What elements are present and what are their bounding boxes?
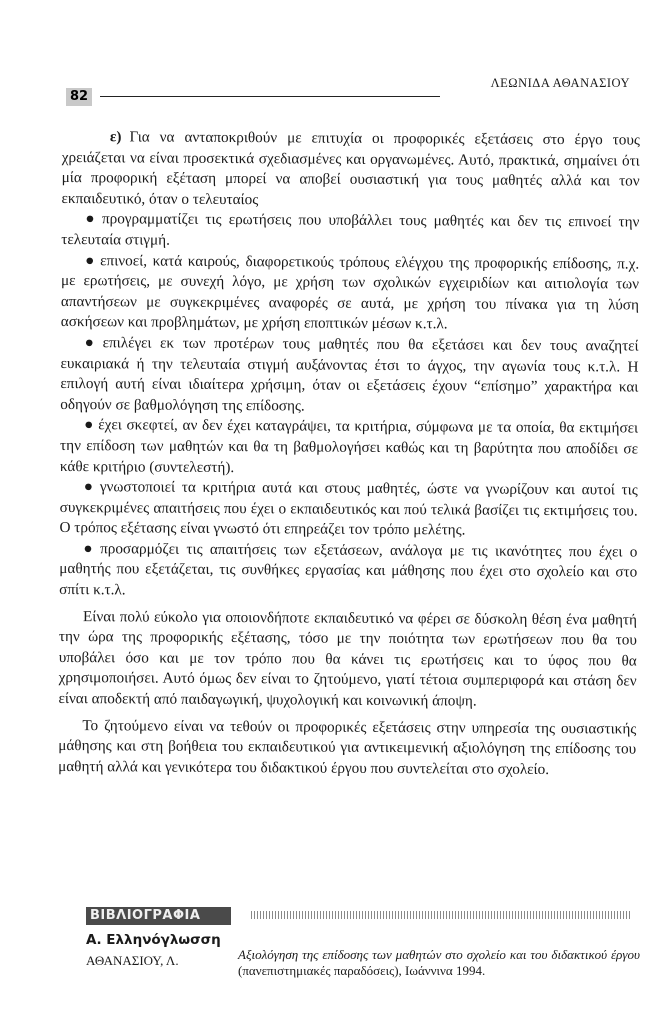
list-item [60, 415, 638, 480]
bullet-icon: ● [85, 251, 97, 269]
bibliography-heading-band [86, 907, 641, 925]
list-item-text: επινοεί, κατά καιρούς, διαφορετικούς τρόπους ελέγχου της προφορικής επίδοσης, π.χ. με ερωτήσεις, με συνεχή λόγο, με χρήση των σχολικών εγχειριδίων και αιτιολογία των απαντήσεων με συγκεκριμένες αναφορές σε αυτά, με χρήση του πίνακα για τη λύση ασκήσεων και προβλημάτων, με χρήση εποπτικών μέσων κ.τ.λ. [60, 251, 640, 333]
reference-details: (πανεπιστημιακές παραδόσεις), Ιωάννινα 1994. [238, 963, 486, 978]
item-label: ε) [109, 128, 122, 146]
bullet-icon: ● [85, 210, 99, 228]
bibliography-section-title: Α. Ελληνόγλωσση [86, 932, 221, 948]
page-number: 82 [66, 88, 92, 106]
intro-paragraph [61, 127, 639, 213]
body-paragraph: Είναι πολύ εύκολο για οποιονδήποτε εκπαιδευτικό να φέρει σε δύσκολη θέση ένα μαθητή την ώρα της προφορικής εξέτασης, τόσο με την ποιότητα των ερωτήσεων που θα του υποβάλει όσο και με τον τρόπο που θα κάνει τις ερωτήσεις και το ύφος που θα χρησιμοποιήσει. Αυτό όμως δεν είναι το ζητούμενο, γιατί τέτοια συμπεριφορά και στάση δεν είναι αποδεκτή από παιδαγωγική, ψυχολογική και κοινωνική άποψη. [58, 607, 638, 710]
list-item-text: προγραμματίζει τις ερωτήσεις που υποβάλλει τους μαθητές και δεν τις επινοεί την τελευταία στιγμή. [61, 210, 640, 249]
list-item-text: έχει σκεφτεί, αν δεν έχει καταγράψει, τα κριτήρια, σύμφωνα με τα οποία, θα εκτιμήσει την επίδοση των μαθητών και θα τη βαθμολογήσει καθώς και τη βαρύτητα που αποδίδει σε κάθε κριτήριο (συντελεστή). [59, 416, 639, 476]
list-item [59, 539, 637, 604]
list-item [60, 333, 638, 419]
bullet-icon: ● [84, 416, 95, 434]
bullet-icon: ● [84, 334, 99, 352]
intro-text: Για να ανταποκριθούν με επιτυχία οι προφορικές εξετάσεις στο έργο τους χρειάζεται να είναι προσεκτικά σχεδιασμένες και οργανωμένες. Αυτό, πρακτικά, σημαίνει ότι μία προφορική εξέταση μπορεί να αποβεί ουσιαστική για τους μαθητές αλλά και τον εκπαιδευτικό, όταν ο τελευταίος [61, 128, 640, 208]
bullet-icon: ● [83, 540, 97, 558]
bibliography-heading: ΒΙΒΛΙΟΓΡΑΦΙΑ [86, 907, 231, 925]
list-item-text: επιλέγει εκ των προτέρων τους μαθητές που θα εξετάσει και δεν τους αναζητεί ευκαιριακά ή την τελευταία στιγμή αυξάνοντας έτσι το άγχος, την αγωνία τους κ.τ.λ. Η επιλογή αυτή είναι ιδιαίτερα χρήσιμη, όταν οι εξετάσεις έχουν “επίσημο” χαρακτήρα και οδηγούν σε βαθμολόγηση της επίδοσης. [60, 334, 639, 415]
bullet-icon: ● [83, 478, 96, 496]
bibliography-reference [238, 947, 640, 979]
list-item [61, 209, 639, 254]
body-paragraph: Το ζητούμενο είναι να τεθούν οι προφορικές εξετάσεις στην υπηρεσία της ουσιαστικής μάθησης και στη βοήθεια του εκπαιδευτικού για αντικειμενική αξιολόγηση της επίδοσης του μαθητή αλλά και γενικότερα του διδακτικού έργου που συντελείται στο σχολείο. [58, 716, 637, 778]
bibliography-author: ΑΘΑΝΑΣΙΟΥ, Λ. [86, 953, 179, 968]
hatched-rule [251, 911, 631, 919]
reference-title: Αξιολόγηση της επίδοσης των μαθητών στο σχολείο και του διδακτικού έργου [238, 947, 640, 962]
list-item [61, 251, 639, 337]
header-rule [100, 96, 440, 97]
list-item-text: γνωστοποιεί τα κριτήρια αυτά και στους μαθητές, ώστε να γνωρίζουν και αυτοί τις συγκεκριμένες απαιτήσεις που έχει ο εκπαιδευτικός και πού τελικά βασίζει τις εκτιμήσεις του. Ο τρόπος εξέτασης είναι γνωστό ότι επηρεάζει τον τρόπο μελέτης. [59, 478, 638, 539]
body-text [58, 127, 640, 781]
page-header [0, 0, 645, 110]
list-item [59, 477, 637, 542]
running-head: ΛΕΩΝΙΔΑ ΑΘΑΝΑΣΙΟΥ [490, 76, 630, 90]
list-item-text: προσαρμόζει τις απαιτήσεις των εξετάσεων, ανάλογα με τις ικανότητες που έχει ο μαθητής που εξετάζεται, τις συνθήκες εργασίας και μάθησης που έχει στο σχολείο και στο σπίτι κ.τ.λ. [59, 540, 638, 599]
